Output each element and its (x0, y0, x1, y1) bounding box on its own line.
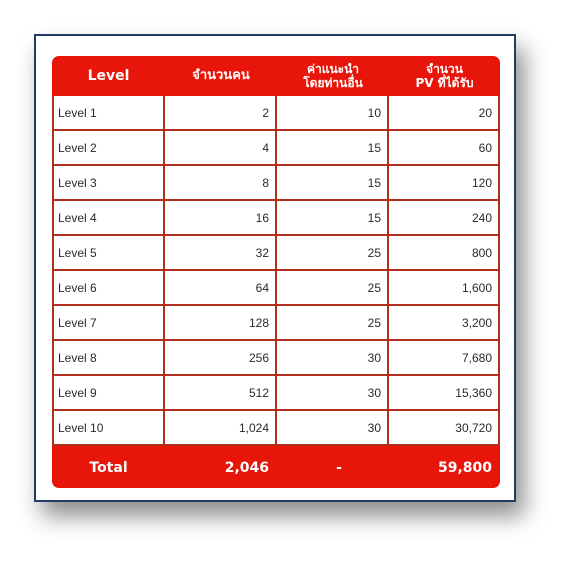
total-pv: 59,800 (437, 459, 492, 476)
table-header (52, 56, 500, 96)
cell-level: Level 4 (52, 201, 165, 236)
cell-referral: 30 (277, 411, 389, 446)
cell-level: Level 6 (52, 271, 165, 306)
cell-people: 4 (165, 131, 277, 166)
cell-level: Level 8 (52, 341, 165, 376)
table-row (52, 271, 500, 306)
cell-referral: 15 (277, 166, 389, 201)
cell-referral: 10 (277, 96, 389, 131)
header-level: Level (87, 68, 130, 84)
cell-people: 256 (165, 341, 277, 376)
cell-referral: 25 (277, 271, 389, 306)
cell-pv: 20 (389, 96, 500, 131)
cell-level: Level 10 (52, 411, 165, 446)
cell-referral: 30 (277, 376, 389, 411)
cell-referral: 15 (277, 131, 389, 166)
table-total-row (52, 447, 500, 488)
cell-pv: 120 (389, 166, 500, 201)
cell-referral: 25 (277, 306, 389, 341)
cell-people: 128 (165, 306, 277, 341)
cell-level: Level 9 (52, 376, 165, 411)
cell-people: 512 (165, 376, 277, 411)
cell-pv: 1,600 (389, 271, 500, 306)
table-row (52, 306, 500, 341)
header-referral-fee: ค่าแนะนำ โดยท่านอื่น (303, 62, 363, 90)
table-row (52, 96, 500, 131)
cell-referral: 15 (277, 201, 389, 236)
cell-pv: 800 (389, 236, 500, 271)
cell-people: 8 (165, 166, 277, 201)
header-pv-received: จำนวน PV ที่ได้รับ (415, 62, 474, 90)
cell-pv: 60 (389, 131, 500, 166)
cell-pv: 15,360 (389, 376, 500, 411)
cell-people: 64 (165, 271, 277, 306)
cell-level: Level 7 (52, 306, 165, 341)
table-row (52, 201, 500, 236)
cell-level: Level 5 (52, 236, 165, 271)
total-people: 2,046 (224, 459, 269, 476)
header-people-count: จำนวนคน (192, 68, 250, 83)
table-row (52, 411, 500, 446)
table-row (52, 236, 500, 271)
table-row (52, 376, 500, 411)
cell-pv: 30,720 (389, 411, 500, 446)
cell-level: Level 1 (52, 96, 165, 131)
cell-people: 2 (165, 96, 277, 131)
table-row (52, 341, 500, 376)
cell-pv: 3,200 (389, 306, 500, 341)
total-referral: - (336, 459, 342, 476)
cell-level: Level 2 (52, 131, 165, 166)
cell-referral: 25 (277, 236, 389, 271)
cell-people: 32 (165, 236, 277, 271)
total-label: Total (89, 459, 128, 476)
table-body (52, 96, 500, 446)
pv-level-table (52, 56, 500, 488)
cell-people: 1,024 (165, 411, 277, 446)
cell-people: 16 (165, 201, 277, 236)
cell-referral: 30 (277, 341, 389, 376)
cell-pv: 7,680 (389, 341, 500, 376)
table-row (52, 166, 500, 201)
table-row (52, 131, 500, 166)
cell-pv: 240 (389, 201, 500, 236)
cell-level: Level 3 (52, 166, 165, 201)
table-frame (34, 34, 516, 502)
